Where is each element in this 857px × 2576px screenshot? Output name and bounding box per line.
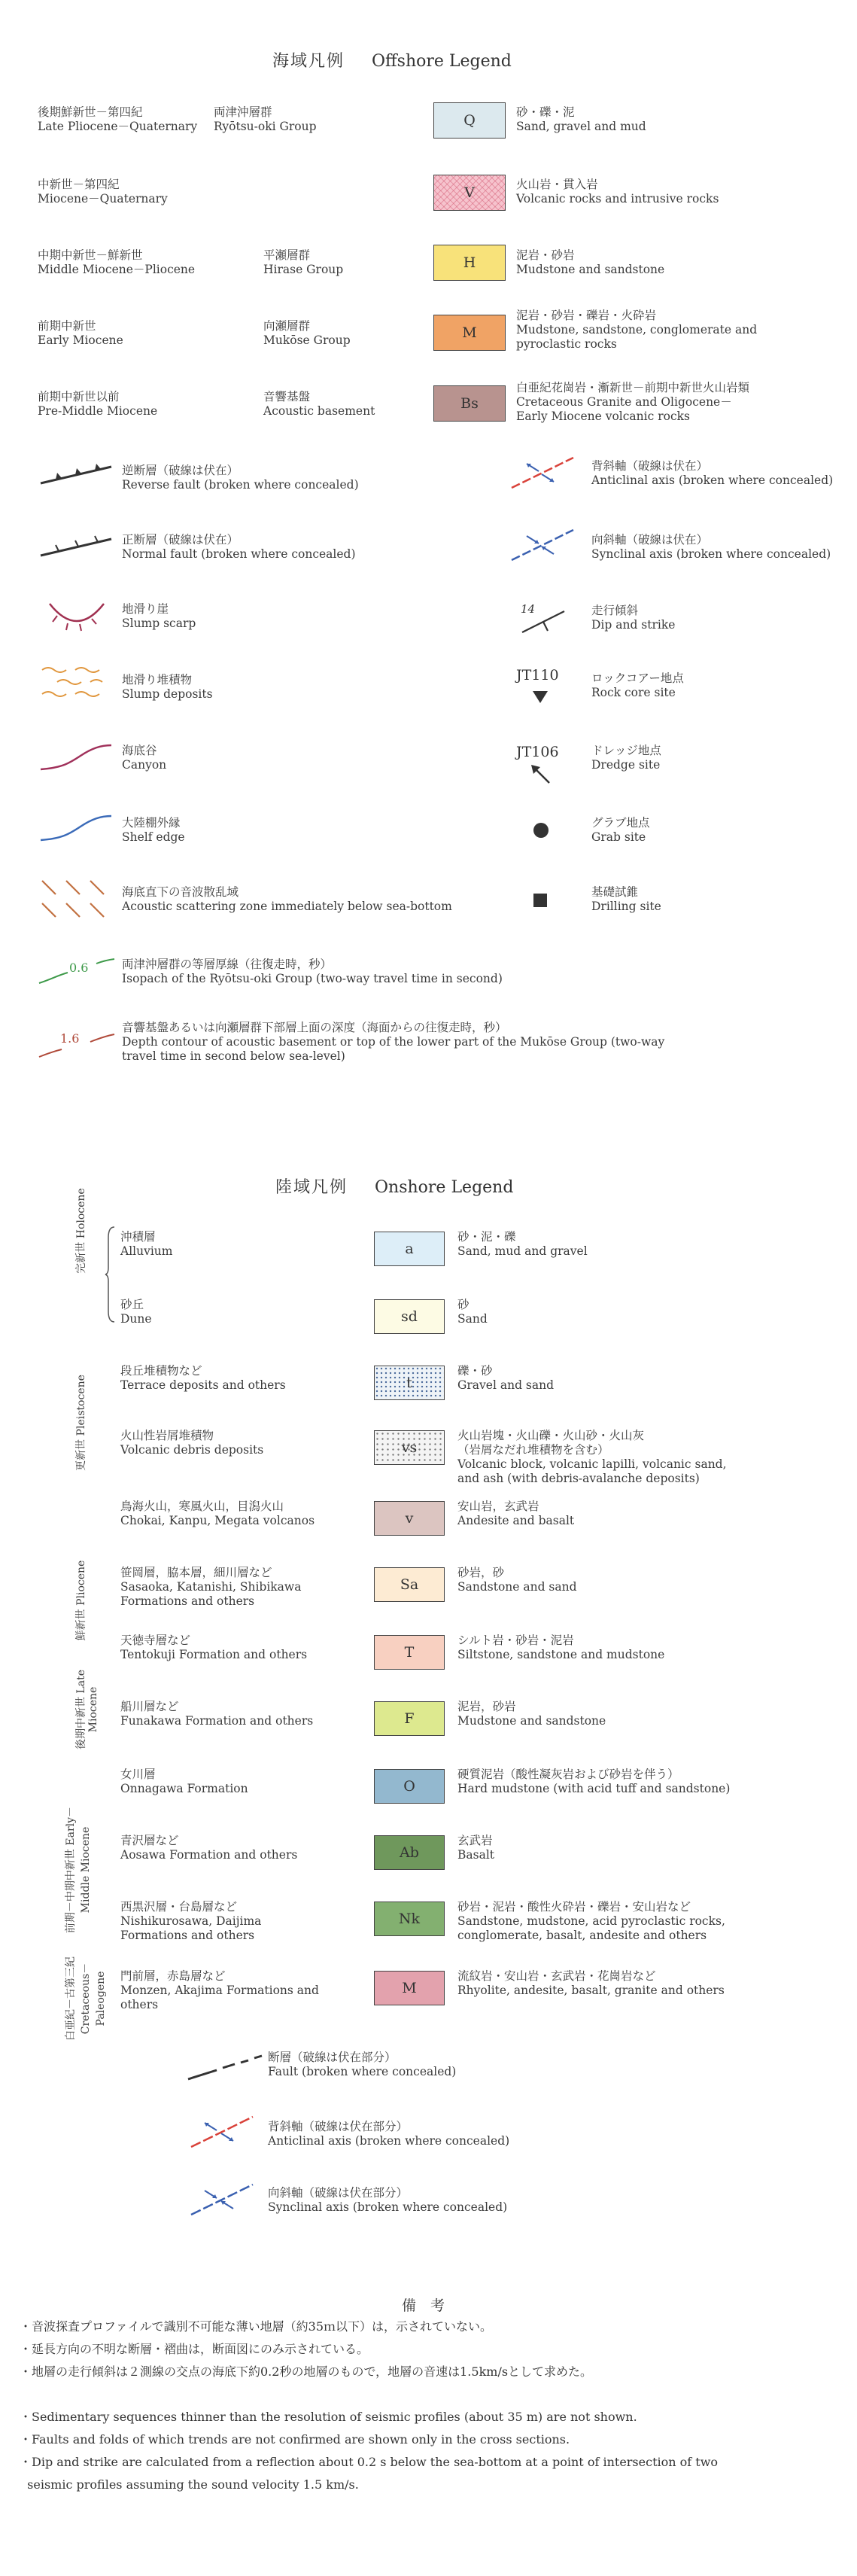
onshore-unit-box-nk: Nk (374, 1902, 445, 1936)
synclinal-axis-icon (509, 527, 576, 565)
offshore-sym-slump-deposits: 地滑り堆積物 Slump deposits (122, 673, 213, 701)
offshore-sym-dip-strike: 走行傾斜 Dip and strike (591, 604, 676, 632)
offshore-sym-canyon: 海底谷 Canyon (122, 744, 167, 772)
offshore-sym-reverse-fault: 逆断層（破線は伏在） Reverse fault (broken where concealed) (122, 464, 359, 492)
onshore-unit-9-name: 青沢層など Aosawa Formation and others (120, 1834, 298, 1862)
offshore-unit-h-label: 泥岩・砂岩 Mudstone and sandstone (516, 248, 665, 276)
onshore-unit-9-desc: 玄武岩 Basalt (457, 1834, 495, 1862)
epoch-pliocene: 鮮新世 Pliocene (75, 1560, 87, 1641)
onshore-unit-box-o: O (374, 1769, 445, 1804)
onshore-unit-box-v: v (374, 1501, 445, 1536)
epoch-pleistocene: 更新世 Pleistocene (75, 1375, 87, 1471)
offshore-sym-synclinal: 向斜軸（破線は伏在） Synclinal axis (broken where concealed) (591, 533, 831, 561)
epoch-late-miocene: 後期中新世 Late Miocene (75, 1670, 99, 1750)
shelf-edge-icon (39, 813, 114, 843)
onshore-fault-icon (187, 2054, 269, 2084)
onshore-unit-4-desc: 安山岩，玄武岩 Andesite and basalt (457, 1500, 575, 1527)
offshore-unit-v-label: 火山岩・貫入岩 Volcanic rocks and intrusive rocks (516, 178, 719, 206)
onshore-title-en: Onshore Legend (375, 1178, 514, 1197)
offshore-group-5: 音響基盤 Acoustic basement (263, 390, 375, 418)
remark-ja-3: ・地層の走行傾斜は２測線の交点の海底下約0.2秒の地層のもので，地層の音速は1.5km/sとして求めた。 (20, 2364, 593, 2379)
onshore-unit-0-desc: 砂・泥・礫 Sand, mud and gravel (457, 1230, 588, 1258)
drilling-site-icon (533, 893, 548, 908)
offshore-group-3: 平瀬層群 Hirase Group (263, 248, 344, 276)
onshore-title-ja: 陸域凡例 (275, 1178, 348, 1197)
remark-en-1: ・Sedimentary sequences thinner than the resolution of seismic profiles (about 35 m) are not shown. (20, 2410, 637, 2424)
onshore-unit-10-desc: 砂岩・泥岩・酸性火砕岩・礫岩・安山岩など Sandstone, mudstone, acid pyroclastic rocks, conglomerate, basalt, andesite and others (457, 1900, 725, 1942)
holocene-brace (105, 1226, 116, 1323)
offshore-sym-anticlinal: 背斜軸（破線は伏在） Anticlinal axis (broken where concealed) (591, 459, 834, 487)
onshore-anticlinal-icon (188, 2114, 256, 2151)
offshore-title-en: Offshore Legend (372, 52, 512, 71)
canyon-icon (39, 742, 114, 772)
offshore-title-ja: 海域凡例 (272, 52, 345, 71)
dredge-arrow-icon (530, 763, 552, 786)
onshore-unit-10-name: 西黒沢層・台島層など Nishikurosawa, Daijima Formations and others (120, 1900, 262, 1942)
offshore-unit-box-q: Q (433, 102, 506, 139)
onshore-unit-box-sa: Sa (374, 1567, 445, 1602)
onshore-unit-box-sd: sd (374, 1299, 445, 1334)
onshore-sym-anticlinal: 背斜軸（破線は伏在部分） Anticlinal axis (broken where concealed) (268, 2120, 510, 2148)
epoch-cretaceous: 白亜紀－古第三紀 Cretaceous－Paleogene (65, 1956, 107, 2041)
onshore-unit-box-a: a (374, 1232, 445, 1266)
rock-core-icon (531, 690, 549, 705)
offshore-sym-shelf-edge: 大陸棚外縁 Shelf edge (122, 816, 185, 844)
offshore-group-1: 両津沖層群 Ryōtsu-oki Group (214, 105, 317, 133)
onshore-unit-box-f: F (374, 1701, 445, 1736)
offshore-sym-normal-fault: 正断層（破線は伏在） Normal fault (broken where concealed) (122, 533, 356, 561)
grab-site-icon (533, 822, 549, 839)
onshore-unit-box-ab: Ab (374, 1835, 445, 1870)
offshore-sym-acoustic-scattering: 海底直下の音波散乱域 Acoustic scattering zone immediately below sea-bottom (122, 885, 452, 913)
onshore-synclinal-icon (188, 2182, 256, 2219)
offshore-age-1: 後期鮮新世－第四紀 Late Pliocene－Quaternary (38, 105, 198, 133)
offshore-sym-depth-contour: 音響基盤あるいは向瀬層群下部層上面の深度（海面からの往復走時，秒） Depth contour of acoustic basement or top of the lower part of the Mukōse Group (two-way travel time in second below sea-level) (122, 1021, 665, 1063)
remark-ja-1: ・音波探査プロファイルで識別不可能な薄い地層（約35ｍ以下）は，示されていない。 (20, 2319, 493, 2334)
onshore-unit-4-name: 鳥海火山，寒風火山，目潟火山 Chokai, Kanpu, Megata volcanos (120, 1500, 315, 1527)
onshore-unit-5-desc: 砂岩，砂 Sandstone and sand (457, 1566, 577, 1594)
onshore-unit-3-name: 火山性岩屑堆積物 Volcanic debris deposits (120, 1429, 264, 1457)
offshore-group-4: 向瀬層群 Mukōse Group (263, 319, 351, 347)
dredge-label: JT106 (516, 744, 559, 760)
offshore-age-5: 前期中新世以前 Pre-Middle Miocene (38, 390, 158, 418)
onshore-unit-5-name: 笹岡層，脇本層，細川層など Sasaoka, Katanishi, Shibikawa Formations and others (120, 1566, 302, 1608)
acoustic-scattering-icon (39, 879, 114, 921)
onshore-unit-2-desc: 礫・砂 Gravel and sand (457, 1364, 555, 1392)
epoch-early-middle-miocene: 前期－中期中新世 Early－Middle Miocene (65, 1806, 92, 1934)
onshore-unit-11-desc: 流紋岩・安山岩・玄武岩・花崗岩など Rhyolite, andesite, basalt, granite and others (457, 1969, 725, 1997)
remark-en-2: ・Faults and folds of which trends are not confirmed are shown only in the cross sections. (20, 2432, 570, 2447)
onshore-unit-1-desc: 砂 Sand (457, 1298, 488, 1326)
remarks-ja (20, 2316, 592, 2383)
offshore-unit-bs-label: 白亜紀花崗岩・漸新世－前期中新世火山岩類 Cretaceous Granite and Oligocene－ Early Miocene volcanic rocks (516, 381, 750, 423)
offshore-unit-box-v: V (433, 175, 506, 211)
onshore-unit-box-m: M (374, 1971, 445, 2005)
onshore-unit-box-t: t (374, 1366, 445, 1400)
dip-value: 14 (521, 602, 536, 616)
offshore-unit-box-bs: Bs (433, 385, 506, 422)
anticlinal-axis-icon (509, 455, 576, 492)
offshore-unit-box-h: H (433, 245, 506, 281)
dip-strike-icon (519, 607, 567, 637)
offshore-age-3: 中期中新世－鮮新世 Middle Miocene－Pliocene (38, 248, 196, 276)
remark-en-4: seismic profiles assuming the sound velocity 1.5 km/s. (20, 2477, 359, 2492)
onshore-unit-8-name: 女川層 Onnagawa Formation (120, 1768, 248, 1795)
onshore-unit-box-vs: vs (374, 1430, 445, 1465)
offshore-sym-slump-scarp: 地滑り崖 Slump scarp (122, 602, 196, 630)
onshore-unit-8-desc: 硬質泥岩（酸性凝灰岩および砂岩を伴う） Hard mudstone (with acid tuff and sandstone) (457, 1768, 731, 1795)
offshore-sym-drilling: 基礎試錐 Drilling site (591, 885, 661, 913)
offshore-sym-rock-core: ロックコアー地点 Rock core site (591, 671, 684, 699)
offshore-sym-isopach: 両津沖層群の等層厚線（往復走時，秒） Isopach of the Ryōtsu-oki Group (two-way travel time in second) (122, 958, 503, 985)
onshore-unit-7-name: 船川層など Funakawa Formation and others (120, 1700, 314, 1728)
onshore-unit-7-desc: 泥岩，砂岩 Mudstone and sandstone (457, 1700, 606, 1728)
onshore-unit-3-desc: 火山岩塊・火山礫・火山砂・火山灰 （岩屑なだれ堆積物を含む） Volcanic block, volcanic lapilli, volcanic sand, and ash (with debris-avalanche deposits) (457, 1429, 727, 1485)
remarks-title: 備 考 (402, 2297, 445, 2314)
onshore-unit-0-name: 沖積層 Alluvium (120, 1230, 173, 1258)
rock-core-label: JT110 (516, 667, 559, 684)
onshore-unit-11-name: 門前層，赤島層など Monzen, Akajima Formations and others (120, 1969, 319, 2011)
depth-contour-value: 1.6 (60, 1031, 80, 1046)
onshore-unit-2-name: 段丘堆積物など Terrace deposits and others (120, 1364, 286, 1392)
remark-ja-2: ・延長方向の不明な断層・褶曲は，断面図にのみ示されている。 (20, 2342, 369, 2356)
offshore-title (272, 48, 512, 72)
reverse-fault-icon (39, 461, 114, 491)
onshore-unit-6-name: 天徳寺層など Tentokuji Formation and others (120, 1634, 308, 1661)
onshore-title (275, 1174, 513, 1198)
offshore-age-2: 中新世－第四紀 Miocene－Quaternary (38, 178, 168, 206)
onshore-sym-synclinal: 向斜軸（破線は伏在部分） Synclinal axis (broken where concealed) (268, 2186, 508, 2214)
normal-fault-icon (39, 533, 114, 563)
remark-en-3: ・Dip and strike are calculated from a reflection about 0.2 s below the sea-bottom at a point of intersection of two (20, 2455, 719, 2469)
isopach-value: 0.6 (69, 961, 89, 975)
onshore-unit-6-desc: シルト岩・砂岩・泥岩 Siltstone, sandstone and mudstone (457, 1634, 665, 1661)
slump-scarp-icon (47, 599, 107, 637)
offshore-unit-q-label: 砂・礫・泥 Sand, gravel and mud (516, 105, 646, 133)
onshore-unit-box-t: T (374, 1635, 445, 1670)
onshore-sym-fault: 断層（破線は伏在部分） Fault (broken where concealed) (268, 2051, 457, 2078)
slump-deposits-icon (39, 664, 114, 702)
offshore-sym-dredge: ドレッジ地点 Dredge site (591, 744, 661, 772)
offshore-age-4: 前期中新世 Early Miocene (38, 319, 123, 347)
offshore-sym-grab: グラブ地点 Grab site (591, 816, 650, 844)
offshore-unit-m-label: 泥岩・砂岩・礫岩・火砕岩 Mudstone, sandstone, conglomerate and pyroclastic rocks (516, 309, 758, 351)
remarks-en (20, 2406, 718, 2496)
onshore-unit-1-name: 砂丘 Dune (120, 1298, 152, 1326)
epoch-holocene: 完新世 Holocene (75, 1188, 87, 1274)
offshore-unit-box-m: M (433, 315, 506, 351)
